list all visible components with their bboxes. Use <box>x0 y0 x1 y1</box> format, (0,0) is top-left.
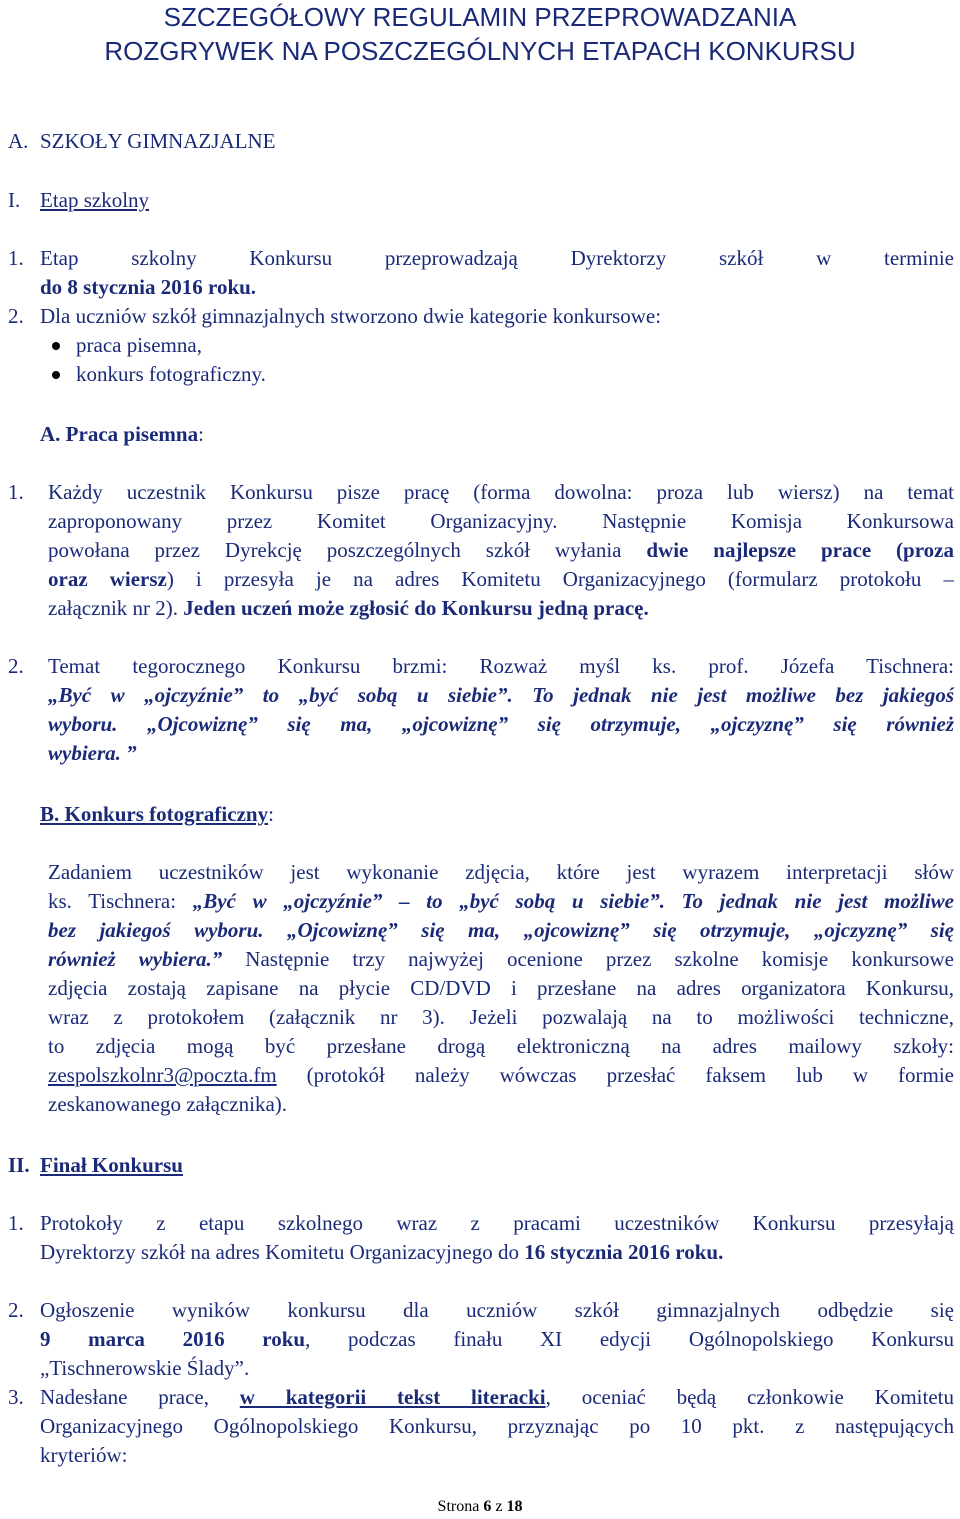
quote-run: „Ojcowiznę” się ma, „ojcowiznę” się otrzymuje, „ojczyznę” się również <box>117 712 954 736</box>
quote-run: . To jednak nie jest możliwe bez jakiegoś <box>507 683 955 707</box>
text-run: ) i przesyła je na adres Komitetu Organizacyjnego (formularz protokołu – <box>166 567 954 591</box>
final-item-2-line: „Tischnerowskie Ślady”. <box>40 1356 250 1380</box>
stage-1-heading <box>8 186 150 215</box>
a-item-1-line <box>48 565 954 594</box>
a-item-2-line: wybiera. ” <box>48 741 137 765</box>
final-item-3-line <box>40 1383 954 1412</box>
a-item-2-line <box>48 681 954 710</box>
subsection-b-label: B. Konkurs fotograficzny <box>40 802 269 826</box>
subsection-b-colon: : <box>268 802 274 826</box>
photo-contest-line: zdjęcia zostają zapisane na płycie CD/DVD i przesłane na adres organizatora Konkursu, <box>48 976 954 1000</box>
a-item-2-line <box>48 710 954 739</box>
bold-run: Jeden uczeń może zgłosić do Konkursu jedną pracę. <box>183 596 649 620</box>
a-item-1-line <box>48 594 954 623</box>
document-title-line-1: SZCZEGÓŁOWY REGULAMIN PRZEPROWADZANIA <box>163 2 797 32</box>
stage-2-title: Finał Konkursu <box>40 1153 183 1177</box>
stage-1-number: I. <box>8 188 21 212</box>
photo-contest-line <box>48 916 954 945</box>
text-run: powołana przez Dyrekcję poszczególnych szkół wyłania <box>48 538 647 562</box>
a-item-1-line <box>48 536 954 565</box>
school-email-link[interactable]: zespolszkolnr3@poczta.fm <box>48 1063 277 1087</box>
item-1-text <box>40 244 954 302</box>
final-item-3-number: 3. <box>8 1385 24 1409</box>
quote-run: wyboru. <box>48 712 118 736</box>
photo-contest-line <box>48 887 954 916</box>
bold-run: proza <box>903 538 954 562</box>
stage-2-number: II. <box>8 1153 30 1177</box>
photo-contest-line: Zadaniem uczestników jest wykonanie zdjęcia, które jest wyrazem interpretacji słów <box>48 860 954 884</box>
a-item-1-number: 1. <box>8 480 24 504</box>
item-1-line: Etap szkolny Konkursu przeprowadzają Dyrektorzy szkół w terminie <box>40 246 954 270</box>
bold-run: 9 marca 2016 roku <box>40 1327 306 1351</box>
item-2-number: 2. <box>8 304 24 328</box>
a-item-1-line: zaproponowany przez Komitet Organizacyjny. Następnie Komisja Konkursowa <box>48 509 954 533</box>
bullet-icon <box>52 342 60 350</box>
text-run: Dyrektorzy szkół na adres Komitetu Organizacyjnego do <box>40 1240 525 1264</box>
subsection-a-colon: : <box>198 422 204 446</box>
a-item-2-line: Temat tegorocznego Konkursu brzmi: Rozważ myśl ks. prof. Józefa Tischnera: <box>48 654 954 678</box>
subsection-a-label: A. Praca pisemna <box>40 422 199 446</box>
final-item-2-line: Ogłoszenie wyników konkursu dla uczniów szkół gimnazjalnych odbędzie się <box>40 1298 954 1322</box>
final-item-1-line <box>40 1238 954 1267</box>
photo-contest-line: zeskanowanego załącznika). <box>48 1092 288 1116</box>
quote-run: bez jakiegoś wyboru. <box>48 918 264 942</box>
photo-contest-line <box>48 945 954 974</box>
text-run: Następnie trzy najwyżej ocenione przez szkolne komisje konkursowe <box>222 947 955 971</box>
quote-run: „Być w „ojczyźnie” to „być sobą u siebie” <box>48 683 508 707</box>
footer-prefix: Strona <box>437 1498 484 1515</box>
photo-contest-line: to zdjęcia mogą być przesłane drogą elektroniczną na adres mailowy szkoły: <box>48 1034 954 1058</box>
photo-contest-line: wraz z protokołem (załącznik nr 3). Jeżeli pozwalają na to możliwości techniczne, <box>48 1005 954 1029</box>
final-item-3-line: Organizacyjnego Ogólnopolskiego Konkursu, przyznając po 10 pkt. z następujących <box>40 1414 954 1438</box>
section-a-letter: A. <box>8 129 29 153</box>
final-item-2-number: 2. <box>8 1298 24 1322</box>
final-item-3-text <box>40 1383 954 1470</box>
document-title-line-2: ROZGRYWEK NA POSZCZEGÓLNYCH ETAPACH KONKURSU <box>104 36 856 66</box>
final-item-2-line <box>40 1325 954 1354</box>
text-run: , podczas finału XI edycji Ogólnopolskiego Konkursu <box>305 1327 954 1351</box>
quote-run: . To jednak nie jest możliwe <box>659 889 955 913</box>
bold-run: oraz wiersz <box>48 567 167 591</box>
total-page-count: 18 <box>506 1498 523 1515</box>
final-item-1-line: Protokoły z etapu szkolnego wraz z pracami uczestników Konkursu przesyłają <box>40 1211 954 1235</box>
item-2-text: Dla uczniów szkół gimnazjalnych stworzono dwie kategorie konkursowe: <box>40 304 662 328</box>
category-written-work: praca pisemna, <box>76 333 202 357</box>
final-item-1-number: 1. <box>8 1211 24 1235</box>
a-item-1-text <box>48 478 954 623</box>
quote-run: „Być w „ojczyźnie” – to „być sobą u siebie” <box>192 889 660 913</box>
quote-run: również wybiera. <box>48 947 212 971</box>
text-run: załącznik nr 2). <box>48 596 184 620</box>
item-1-number: 1. <box>8 246 24 270</box>
final-item-3-line: kryteriów: <box>40 1443 128 1467</box>
final-item-2-text <box>40 1296 954 1383</box>
text-run: Nadesłane prace, <box>40 1385 240 1409</box>
photo-contest-text <box>48 858 954 1119</box>
text-run: (protokół należy wówczas przesłać faksem lub w formie <box>276 1063 954 1087</box>
subsection-b-heading <box>40 800 274 829</box>
current-page-number: 6 <box>483 1498 492 1515</box>
stage-1-title: Etap szkolny <box>40 188 150 212</box>
text-run: , oceniać będą członkowie Komitetu <box>545 1385 954 1409</box>
category-photo-contest: konkurs fotograficzny. <box>76 362 266 386</box>
bold-underlined-run: w kategorii tekst literacki <box>239 1385 546 1409</box>
subsection-a-heading <box>40 420 204 449</box>
final-item-1-text <box>40 1209 954 1267</box>
quote-run: ” <box>211 947 223 971</box>
section-a-heading <box>8 127 276 156</box>
bullet-icon <box>52 371 60 379</box>
item-1-date: do 8 stycznia 2016 roku. <box>40 275 257 299</box>
bold-run: ( <box>871 538 904 562</box>
photo-contest-line <box>48 1061 954 1090</box>
page-number-footer <box>0 1497 960 1517</box>
quote-run: „Ojcowiznę” się ma, „ojcowiznę” się otrzymuje, „ojczyznę” się <box>263 918 955 942</box>
a-item-2-text <box>48 652 954 768</box>
section-a-text: SZKOŁY GIMNAZJALNE <box>40 129 276 153</box>
bold-run: dwie najlepsze prace <box>646 538 872 562</box>
text-run: ks. Tischnera: <box>48 889 193 913</box>
a-item-1-line: Każdy uczestnik Konkursu pisze pracę (forma dowolna: proza lub wiersz) na temat <box>48 480 954 504</box>
stage-2-heading <box>8 1151 183 1180</box>
bold-run: 16 stycznia 2016 roku. <box>524 1240 724 1264</box>
a-item-2-number: 2. <box>8 654 24 678</box>
footer-separator: z <box>491 1498 507 1515</box>
